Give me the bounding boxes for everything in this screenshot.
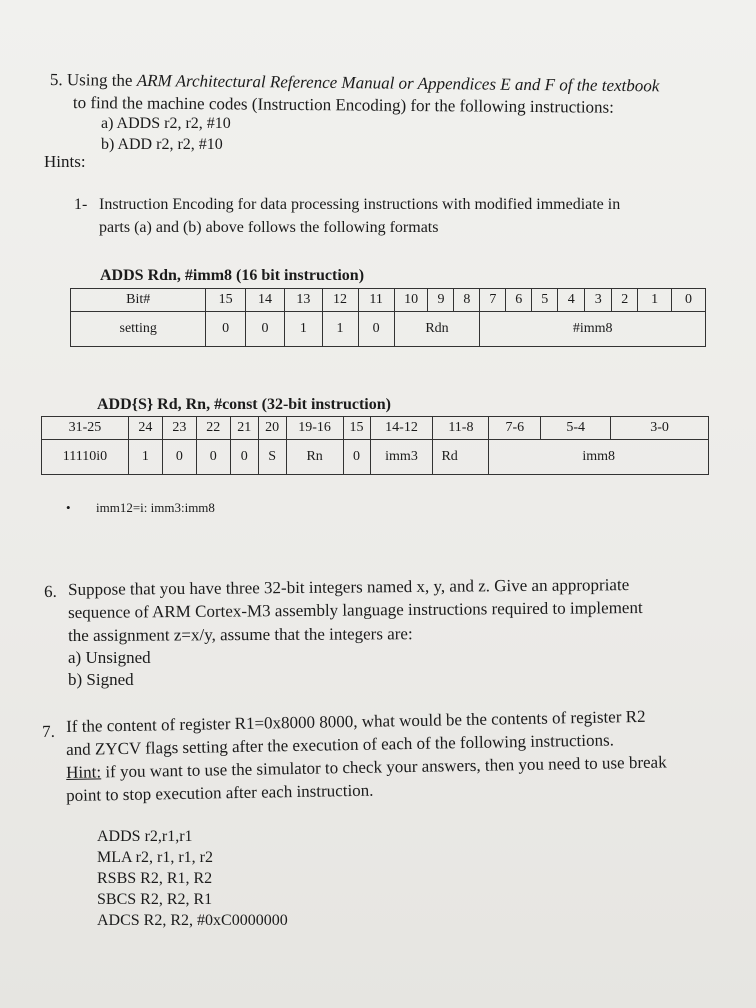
q6-item-a: a) Unsigned — [68, 648, 151, 667]
field-value: imm3 — [370, 440, 433, 475]
q6-line3: the assignment z=x/y, assume that the integers are: — [68, 624, 413, 645]
code-line: MLA r2, r1, r1, r2 — [97, 849, 213, 866]
field-header: 7-6 — [489, 417, 541, 440]
q5-number: 5. — [49, 70, 63, 90]
field-header: 20 — [258, 417, 286, 440]
q6-number: 6. — [44, 581, 57, 601]
imm8-cell: #imm8 — [480, 312, 706, 347]
bit-cell: 0 — [672, 289, 706, 312]
field-value: 11110i0 — [42, 440, 129, 475]
q6-item-b: b) Signed — [68, 670, 134, 689]
field-header: 14-12 — [370, 417, 433, 440]
bit-cell: 6 — [506, 289, 532, 312]
field-header: 3-0 — [611, 417, 709, 440]
setting-cell: 0 — [245, 312, 284, 347]
hint1-number: 1- — [74, 196, 88, 213]
bit-cell: 1 — [638, 289, 672, 312]
field-value: Rn — [286, 440, 343, 475]
q6-line1: Suppose that you have three 32-bit integers named x, y, and z. Give an appropriate — [68, 575, 630, 599]
code-line: RSBS R2, R1, R2 — [97, 870, 213, 887]
field-header: 21 — [230, 417, 258, 440]
bit-label: Bit# — [71, 289, 206, 312]
q5-item-a: a) ADDS r2, r2, #10 — [101, 115, 231, 132]
field-header: 24 — [128, 417, 162, 440]
q7-hint-text: if you want to use the simulator to check your answers, then you need to use break — [100, 752, 667, 782]
q6-line2: sequence of ARM Cortex-M3 assembly language instructions required to implement — [68, 597, 643, 622]
bit-cell: 9 — [428, 289, 454, 312]
field-value: Rd — [433, 440, 489, 475]
q5-line2: to find the machine codes (Instruction Encoding) for the following instructions: — [72, 93, 615, 117]
field-value: 1 — [128, 440, 162, 475]
bit-cell: 4 — [558, 289, 585, 312]
setting-label: setting — [71, 312, 206, 347]
bit-cell: 12 — [322, 289, 358, 312]
table16-title: ADDS Rdn, #imm8 (16 bit instruction) — [100, 267, 365, 284]
table32-header-row — [42, 417, 709, 440]
field-header: 5-4 — [541, 417, 611, 440]
field-value: 0 — [230, 440, 258, 475]
field-header: 19-16 — [286, 417, 343, 440]
field-value: imm8 — [489, 440, 709, 475]
field-header: 22 — [196, 417, 230, 440]
bit-cell: 7 — [480, 289, 506, 312]
code-line: ADCS R2, R2, #0xC0000000 — [97, 912, 288, 929]
setting-cell: 1 — [285, 312, 322, 347]
rdn-cell: Rdn — [394, 312, 480, 347]
q5-text-a: Using the — [66, 70, 137, 90]
bit-cell: 14 — [245, 289, 284, 312]
imm12-note: imm12=i: imm3:imm8 — [96, 500, 215, 515]
q7-hint-label: Hint: — [66, 762, 102, 782]
bit-cell: 8 — [454, 289, 480, 312]
bullet-dot: • — [66, 500, 71, 515]
field-value: 0 — [343, 440, 370, 475]
field-header: 11-8 — [433, 417, 489, 440]
field-header: 31-25 — [42, 417, 129, 440]
q5-line1 — [50, 70, 660, 96]
setting-cell: 1 — [322, 312, 358, 347]
hint1-line2: parts (a) and (b) above follows the following formats — [99, 219, 439, 236]
code-line: ADDS r2,r1,r1 — [97, 828, 193, 845]
bit-cell: 10 — [394, 289, 428, 312]
bit-cell: 11 — [358, 289, 394, 312]
q7-line2: and ZYCV flags setting after the execution of each of the following instructions. — [66, 730, 615, 759]
code-line: SBCS R2, R2, R1 — [97, 891, 213, 908]
hints-label: Hints: — [44, 152, 86, 171]
bit-cell: 3 — [585, 289, 612, 312]
table32 — [41, 416, 709, 475]
field-header: 23 — [162, 417, 196, 440]
setting-cell: 0 — [358, 312, 394, 347]
table16-bit-row — [71, 289, 706, 312]
field-header: 15 — [343, 417, 370, 440]
field-value: 0 — [196, 440, 230, 475]
bit-cell: 5 — [532, 289, 558, 312]
q5-item-b: b) ADD r2, r2, #10 — [101, 136, 223, 153]
bit-cell: 15 — [206, 289, 245, 312]
bit-cell: 2 — [612, 289, 638, 312]
q7-line4: point to stop execution after each instruction. — [66, 780, 374, 805]
bit-cell: 13 — [285, 289, 322, 312]
field-value: S — [258, 440, 286, 475]
field-value: 0 — [162, 440, 196, 475]
hint1-line1: Instruction Encoding for data processing instructions with modified immediate in — [99, 196, 621, 213]
table16 — [70, 288, 706, 347]
q7-number: 7. — [42, 721, 56, 741]
table32-value-row — [42, 440, 709, 475]
setting-cell: 0 — [206, 312, 245, 347]
table16-setting-row — [71, 312, 706, 347]
q5-text-italic: ARM Architectural Reference Manual or Appendices E and F of the textbook — [136, 70, 660, 96]
q7-line1: If the content of register R1=0x8000 8000, what would be the contents of register R2 — [66, 706, 646, 736]
table32-title: ADD{S} Rd, Rn, #const (32-bit instruction) — [97, 396, 391, 413]
